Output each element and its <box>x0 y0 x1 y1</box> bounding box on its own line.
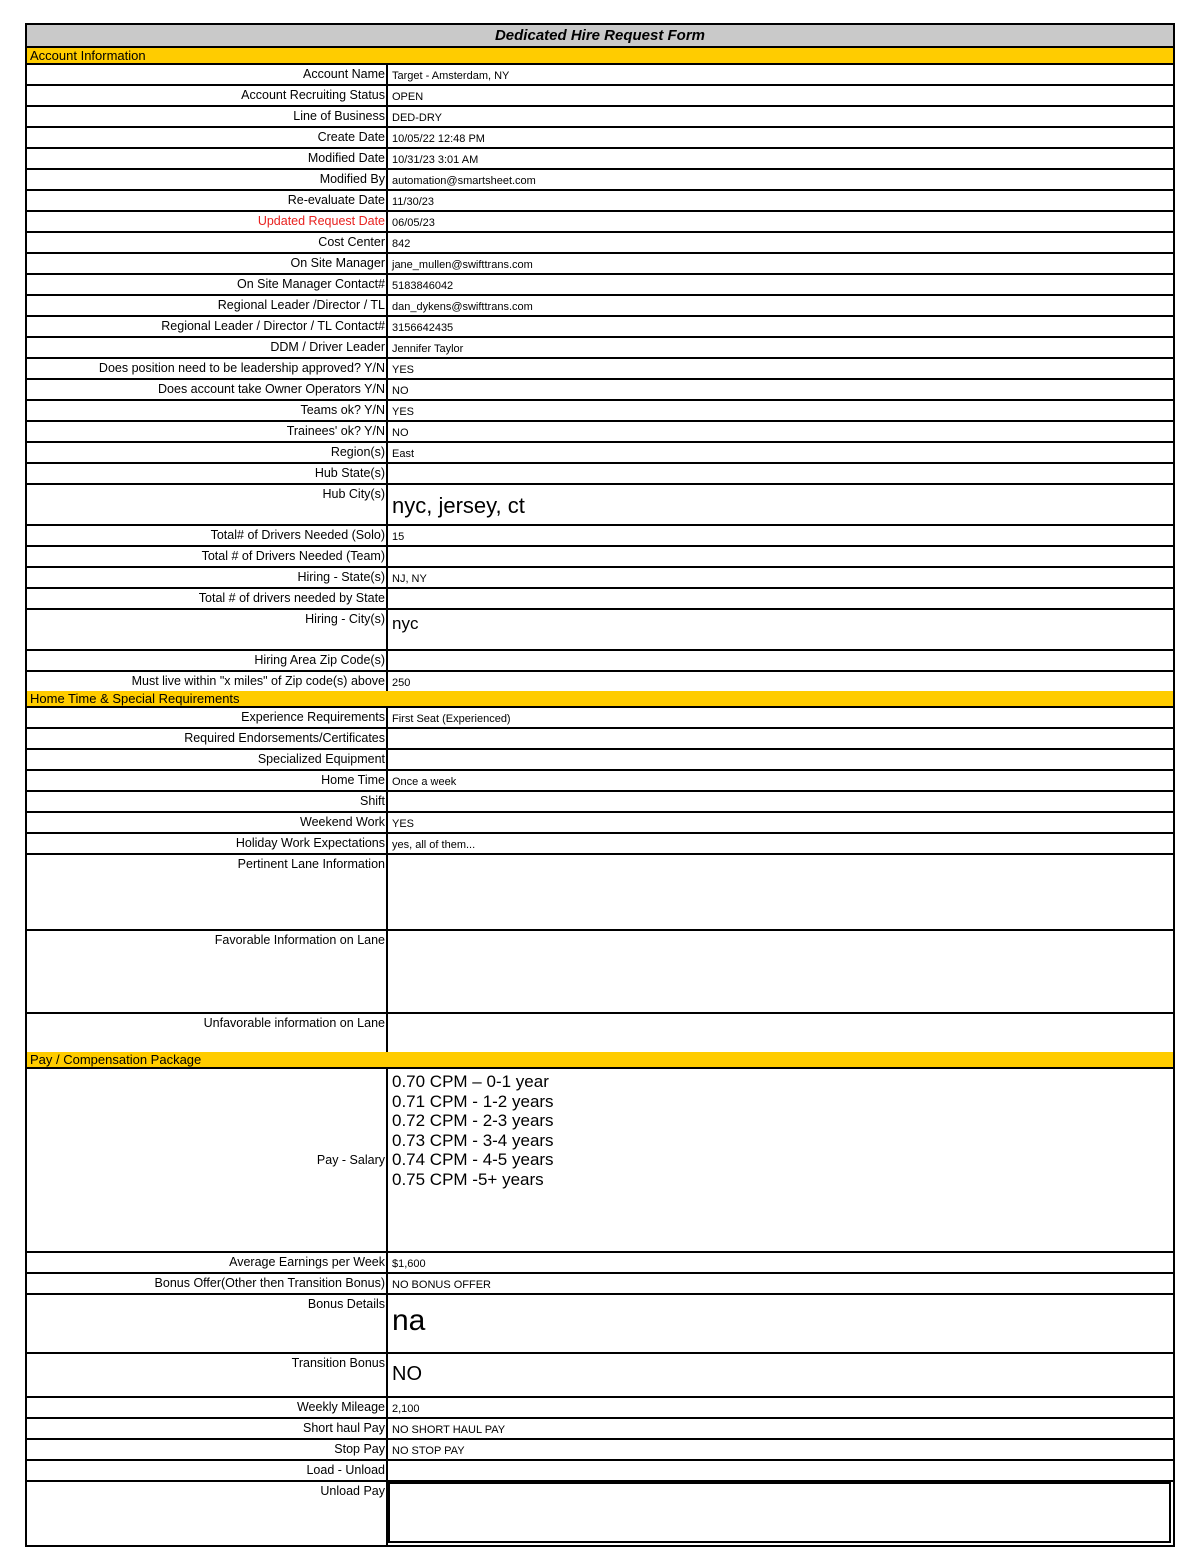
form-row <box>27 771 1173 792</box>
field-value: Target - Amsterdam, NY <box>392 70 510 82</box>
field-label: Hiring - City(s) <box>27 610 388 649</box>
form-row <box>27 485 1173 526</box>
form-row <box>27 422 1173 443</box>
form-row <box>27 568 1173 589</box>
field-value: YES <box>392 364 415 376</box>
field-label: On Site Manager Contact# <box>27 275 388 294</box>
field-label: Account Recruiting Status <box>27 86 388 105</box>
field-label: Average Earnings per Week <box>27 1253 388 1272</box>
field-value: East <box>392 448 415 460</box>
field-label: Does account take Owner Operators Y/N <box>27 380 388 399</box>
field-value <box>388 1014 1173 1052</box>
field-label: Modified By <box>27 170 388 189</box>
field-label: Regional Leader /Director / TL <box>27 296 388 315</box>
form-row <box>27 855 1173 931</box>
field-value: 10/31/23 3:01 AM <box>392 154 479 166</box>
form-row <box>27 254 1173 275</box>
field-value: 11/30/23 <box>392 196 435 208</box>
field-value: automation@smartsheet.com <box>392 175 536 187</box>
field-value: YES <box>392 406 415 418</box>
field-value: 842 <box>392 238 411 250</box>
field-value: NO SHORT HAUL PAY <box>392 1424 506 1436</box>
field-value: DED-DRY <box>392 112 442 124</box>
field-value: dan_dykens@swifttrans.com <box>392 301 533 313</box>
field-label: Bonus Details <box>27 1295 388 1352</box>
field-label: Stop Pay <box>27 1440 388 1459</box>
field-label: Total# of Drivers Needed (Solo) <box>27 526 388 545</box>
field-value-pay-salary <box>388 1069 1173 1251</box>
form-row <box>27 931 1173 1014</box>
field-label: Home Time <box>27 771 388 790</box>
form-row <box>27 149 1173 170</box>
field-label: Regional Leader / Director / TL Contact# <box>27 317 388 336</box>
form-row <box>27 233 1173 254</box>
field-label: Unfavorable information on Lane <box>27 1014 388 1052</box>
home-time-rows <box>27 708 1173 1052</box>
form-row <box>27 107 1173 128</box>
form-row <box>27 589 1173 610</box>
form-row <box>27 191 1173 212</box>
form-row <box>27 1253 1173 1274</box>
pay-rows <box>27 1253 1173 1545</box>
field-label: Modified Date <box>27 149 388 168</box>
section-header-account: Account Information <box>27 48 1173 65</box>
field-label: Updated Request Date <box>27 212 388 231</box>
field-value: nyc, jersey, ct <box>392 493 525 518</box>
field-value <box>388 1461 1173 1480</box>
pay-rate-line: 0.75 CPM -5+ years <box>392 1169 544 1189</box>
pay-rate-line: 0.72 CPM - 2-3 years <box>392 1111 554 1131</box>
form-row <box>27 401 1173 422</box>
field-value: First Seat (Experienced) <box>392 713 511 725</box>
field-value: 5183846042 <box>392 280 454 292</box>
form-row <box>27 750 1173 771</box>
field-label: Cost Center <box>27 233 388 252</box>
field-value: NJ, NY <box>392 573 427 585</box>
field-label: Hub City(s) <box>27 485 388 524</box>
field-label: Create Date <box>27 128 388 147</box>
section-header-pay: Pay / Compensation Package <box>27 1052 1173 1069</box>
field-label: Does position need to be leadership approved? Y/N <box>27 359 388 378</box>
field-label: Short haul Pay <box>27 1419 388 1438</box>
form-row <box>27 464 1173 485</box>
form-row <box>27 380 1173 401</box>
field-label: On Site Manager <box>27 254 388 273</box>
account-rows <box>27 65 1173 691</box>
field-value <box>388 750 1173 769</box>
form-row <box>27 128 1173 149</box>
form-row <box>27 338 1173 359</box>
field-value <box>388 729 1173 748</box>
field-value: 06/05/23 <box>392 217 435 229</box>
form-row-pay-salary <box>27 1069 1173 1253</box>
form-row <box>27 170 1173 191</box>
field-label: Load - Unload <box>27 1461 388 1480</box>
field-value <box>388 464 1173 483</box>
form-row <box>27 1014 1173 1052</box>
field-label: Weekly Mileage <box>27 1398 388 1417</box>
form-row <box>27 275 1173 296</box>
field-value: 250 <box>392 677 411 689</box>
field-value <box>388 855 1173 929</box>
field-value: 3156642435 <box>392 322 454 334</box>
form-row <box>27 359 1173 380</box>
field-label: Region(s) <box>27 443 388 462</box>
form-row <box>27 317 1173 338</box>
field-label: Total # of drivers needed by State <box>27 589 388 608</box>
form-row <box>27 86 1173 107</box>
field-value: yes, all of them... <box>392 839 476 851</box>
field-value: NO <box>392 385 409 397</box>
field-value: NO <box>392 427 409 439</box>
form-row <box>27 792 1173 813</box>
form-row <box>27 1354 1173 1398</box>
field-value <box>388 651 1173 670</box>
field-value: NO BONUS OFFER <box>392 1279 492 1291</box>
field-label: Re-evaluate Date <box>27 191 388 210</box>
form-row <box>27 1295 1173 1354</box>
field-label: Specialized Equipment <box>27 750 388 769</box>
field-value: 2,100 <box>392 1403 420 1415</box>
form-row <box>27 1398 1173 1419</box>
field-label: Teams ok? Y/N <box>27 401 388 420</box>
field-label: Trainees' ok? Y/N <box>27 422 388 441</box>
form-title: Dedicated Hire Request Form <box>27 25 1173 48</box>
field-label: Shift <box>27 792 388 811</box>
field-value: na <box>392 1304 426 1337</box>
field-value: Jennifer Taylor <box>392 343 464 355</box>
field-label: Experience Requirements <box>27 708 388 727</box>
field-value: NO <box>392 1363 422 1385</box>
field-value: 15 <box>392 531 405 543</box>
form-row <box>27 443 1173 464</box>
field-value <box>388 792 1173 811</box>
form-row <box>27 296 1173 317</box>
form-row <box>27 813 1173 834</box>
field-value: nyc <box>392 614 419 633</box>
field-label: Pertinent Lane Information <box>27 855 388 929</box>
pay-rate-line: 0.74 CPM - 4-5 years <box>392 1150 554 1170</box>
field-label: Weekend Work <box>27 813 388 832</box>
form-row <box>27 708 1173 729</box>
form-row <box>27 547 1173 568</box>
form-row <box>27 212 1173 233</box>
field-value <box>388 547 1173 566</box>
form-row <box>27 672 1173 691</box>
form-row <box>27 1274 1173 1295</box>
field-value <box>388 1482 1171 1543</box>
field-value: YES <box>392 818 415 830</box>
field-value: $1,600 <box>392 1258 426 1270</box>
form-row <box>27 1419 1173 1440</box>
field-label: Required Endorsements/Certificates <box>27 729 388 748</box>
field-label: Holiday Work Expectations <box>27 834 388 853</box>
pay-rate-line: 0.71 CPM - 1-2 years <box>392 1091 554 1111</box>
field-label: Favorable Information on Lane <box>27 931 388 1012</box>
field-label: Bonus Offer(Other then Transition Bonus) <box>27 1274 388 1293</box>
field-value: jane_mullen@swifttrans.com <box>392 259 533 271</box>
form-row <box>27 526 1173 547</box>
field-label: Pay - Salary <box>27 1069 388 1251</box>
section-header-home-time: Home Time & Special Requirements <box>27 691 1173 708</box>
field-label: Must live within "x miles" of Zip code(s) above <box>27 672 388 691</box>
field-value: NO STOP PAY <box>392 1445 465 1457</box>
form-row <box>27 65 1173 86</box>
field-value <box>388 589 1173 608</box>
field-label: Unload Pay <box>27 1482 388 1545</box>
form-row <box>27 610 1173 651</box>
field-value: Once a week <box>392 776 457 788</box>
field-label: Hub State(s) <box>27 464 388 483</box>
form-row <box>27 834 1173 855</box>
field-label: Transition Bonus <box>27 1354 388 1396</box>
field-label: Total # of Drivers Needed (Team) <box>27 547 388 566</box>
field-value: 10/05/22 12:48 PM <box>392 133 485 145</box>
field-value: OPEN <box>392 91 424 103</box>
form-row <box>27 1482 1173 1545</box>
form-row <box>27 729 1173 750</box>
field-label: Hiring - State(s) <box>27 568 388 587</box>
form-row <box>27 1461 1173 1482</box>
pay-rate-line: 0.73 CPM - 3-4 years <box>392 1130 554 1150</box>
form-row <box>27 1440 1173 1461</box>
hire-request-form <box>25 23 1175 1547</box>
field-label: DDM / Driver Leader <box>27 338 388 357</box>
pay-rate-line: 0.70 CPM – 0-1 year <box>392 1072 549 1091</box>
field-label: Hiring Area Zip Code(s) <box>27 651 388 670</box>
field-label: Account Name <box>27 65 388 84</box>
field-value <box>388 931 1173 1012</box>
form-row <box>27 651 1173 672</box>
field-label: Line of Business <box>27 107 388 126</box>
